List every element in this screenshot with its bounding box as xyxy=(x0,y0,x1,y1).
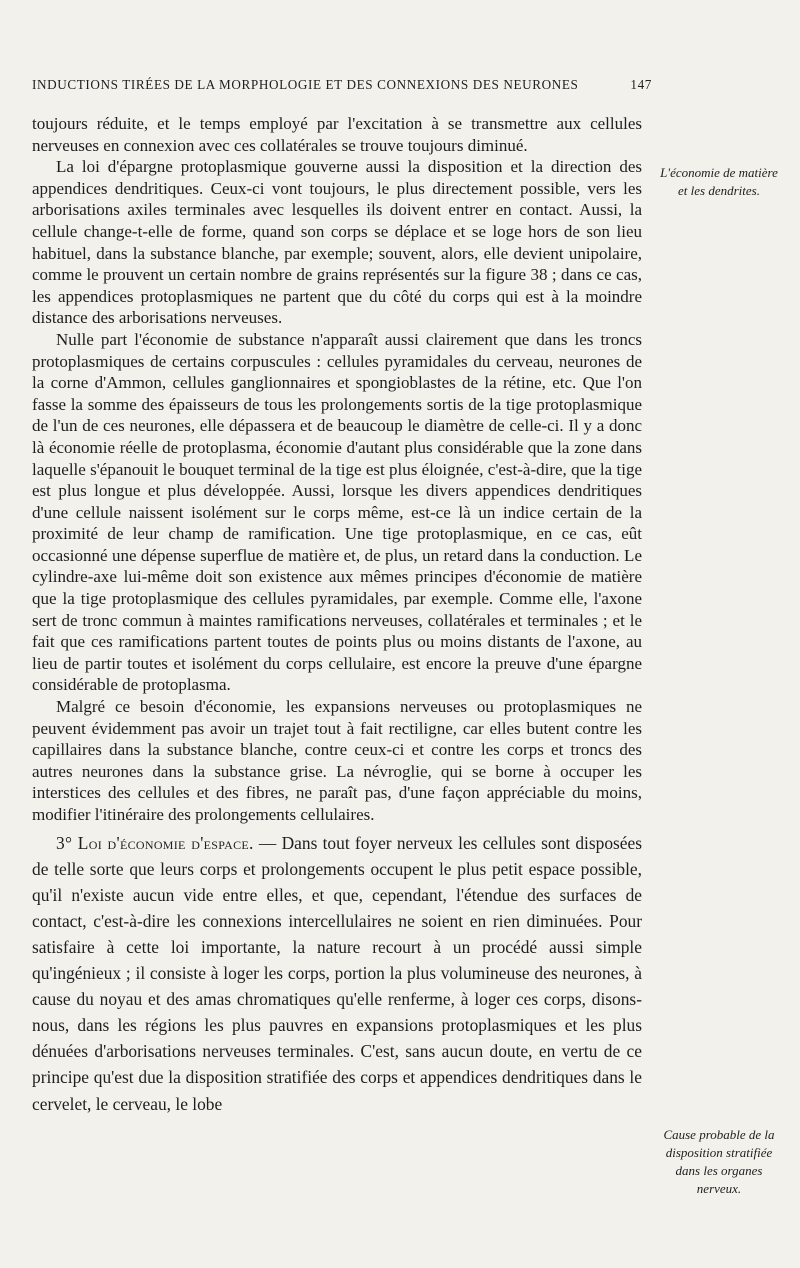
paragraph-4: Malgré ce besoin d'économie, les expansions nerveuses ou protoplasmiques ne peuvent évidemment pas avoir un trajet tout à fait rectiligne, car elles butent contre les capillaires dans la substance blanche, contre ceux-ci et contre les corps et troncs des autres neurones dans la substance grise. La névroglie, qui se borne à occuper les interstices des cellules et des fibres, ne paraît pas, d'une façon appréciable du moins, modifier l'itinéraire des prolongements cellulaires. xyxy=(32,697,642,824)
paragraph-5 xyxy=(32,830,642,1117)
section-text: Dans tout foyer nerveux les cellules sont disposées de telle sorte que leurs corps et prolongements occupent le plus petit espace possible, qu'il n'existe aucun vide entre elles, et que, cependant, l'étendue des surfaces de contact, c'est-à-dire les connexions intercellulaires ne soient en rien diminuées. Pour satisfaire à cette loi importante, la nature recourt à un procédé aussi simple qu'ingénieux ; il consiste à loger les corps, portion la plus volumineuse des neurones, à cause du noyau et des amas chromatiques qu'elle renferme, à loger ces corps, disons-nous, dans les régions les plus pauvres en expansions protoplasmiques et les plus dénuées d'arborisations nerveuses terminales. C'est, sans aucun doute, en vertu de ce principe qu'est due la disposition stratifiée des corps et appendices dendritiques dans le cervelet, le cerveau, le lobe xyxy=(32,832,642,1114)
margin-note-stratification: Cause probable de la disposition stratifiée dans les organes nerveux. xyxy=(663,1127,775,1196)
running-title: INDUCTIONS TIRÉES DE LA MORPHOLOGIE ET DES CONNEXIONS DES NEURONES xyxy=(32,77,579,92)
paragraph-2: La loi d'épargne protoplasmique gouverne aussi la disposition et la direction des appendices dendritiques. Ceux-ci vont toujours, le plus directement possible, vers les arborisations axiles terminales avec lesquelles ils doivent entrer en contact. Aussi, la cellule change-t-elle de forme, quand son corps se déplace et se loge hors de son lieu habituel, dans la substance blanche, par exemple; souvent, alors, elle devient unipolaire, comme le prouvent un certain nombre de grains représentés sur la figure 38 ; dans ce cas, les appendices protoplasmiques ne partent que du côté du corps qui est à la moindre distance des arborisations nerveuses. xyxy=(32,157,642,328)
paragraph-1: toujours réduite, et le temps employé par l'excitation à se transmettre aux cellules nerveuses en connexion avec ces collatérales se trouve toujours diminué. xyxy=(32,114,642,155)
paragraph-3: Nulle part l'économie de substance n'apparaît aussi clairement que dans les troncs protoplasmiques de certains corpuscules : cellules pyramidales du cerveau, neurones de la corne d'Ammon, cellules ganglionnaires et spongioblastes de la rétine, etc. Que l'on fasse la somme des épaisseurs de tous les prolongements sortis de la tige protoplasmique de l'un de ces neurones, elle dépassera et de beaucoup le diamètre de celle-ci. Il y a donc là économie réelle de protoplasma, économie d'autant plus considérable que la zone dans laquelle s'épanouit le bouquet terminal de la tige est plus éloignée, c'est-à-dire, que la tige est plus longue et plus développée. Aussi, lorsque les divers appendices dendritiques d'une cellule naissent isolément sur le corps même, est-ce là un indice certain de la proximité de leur champ de ramification. Une tige protoplasmique, en ce cas, eût occasionné une dépense superflue de matière et, de plus, un retard dans la conduction. Le cylindre-axe lui-même doit son existence aux mêmes principes d'économie de matière que la tige protoplasmique des cellules pyramidales, par exemple. Comme elle, l'axone sert de tronc commun à maintes ramifications nerveuses, collatérales et terminales ; et le fait que ces ramifications partent toutes de points plus ou moins distants de l'axone, au lieu de partir toutes et isolément du corps cellulaire, est encore la preuve d'une épargne considérable de protoplasma. xyxy=(32,329,642,695)
section-dash: — xyxy=(253,832,282,853)
main-text xyxy=(32,113,642,1117)
page-number: 147 xyxy=(630,77,652,92)
margin-note-economy: L'économie de matière et les dendrites. xyxy=(660,165,778,198)
section-heading: 3° Loi d'économie d'espace. xyxy=(56,832,254,853)
running-header xyxy=(32,76,652,94)
